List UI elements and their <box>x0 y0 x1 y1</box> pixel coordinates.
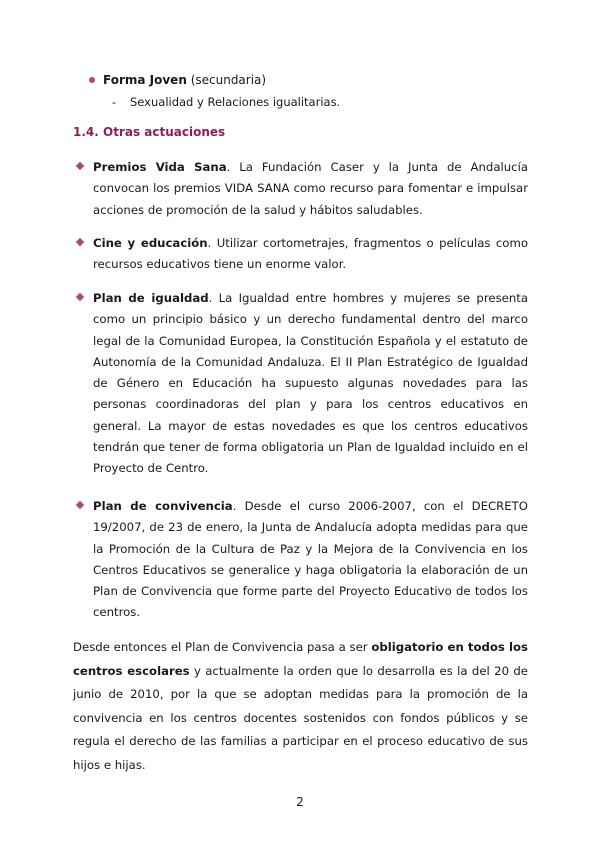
list-item-forma-joven <box>89 71 266 89</box>
item-paragraph <box>93 496 528 624</box>
list-item-plan-igualdad <box>73 288 528 480</box>
sub-list-item <box>112 93 340 111</box>
item-detail: (secundaria) <box>186 73 267 87</box>
sub-item-text: Sexualidad y Relaciones igualitarias. <box>130 95 341 109</box>
page-number: 2 <box>296 795 304 809</box>
list-item-premios-vida-sana <box>73 157 528 221</box>
item-paragraph <box>93 288 528 480</box>
list-item-plan-convivencia <box>73 496 528 624</box>
item-title: Cine y educación <box>93 236 208 250</box>
item-title: Premios Vida Sana <box>93 160 227 174</box>
item-paragraph <box>93 233 528 276</box>
dash-bullet: - <box>112 95 117 109</box>
item-title: Plan de convivencia <box>93 499 233 513</box>
item-title: Plan de igualdad <box>93 291 209 305</box>
item-body: . Desde el curso 2006-2007, con el DECRETO 19/2007, de 23 de enero, la Junta de Andalucía adopta medidas para que la Promoción de la Cultura de Paz y la Mejora de la Convivencia en los Centros Educativos se generalice y haga obligatoria la elaboración de un Plan de Convivencia que forme parte del Proyecto Educativo de todos los centros. <box>93 499 528 620</box>
item-body: . La Igualdad entre hombres y mujeres se presenta como un principio básico y un derecho fundamental dentro del marco legal de la Comunidad Europea, la Constitución Española y el estatuto de Autonomía de la Comunidad Andaluza. El II Plan Estratégico de Igualdad de Género en Educación ha supuesto algunas novedades para las personas coordinadoras del plan y para los centros educativos en general. La mayor de estas novedades es que los centros educativos tendrán que tener de forma obligatoria un Plan de Igualdad incluido en el Proyecto de Centro. <box>93 291 528 476</box>
diamond-bullet-icon <box>76 501 84 509</box>
diamond-bullet-icon <box>76 293 84 301</box>
closing-emphasis: obligatorio en todos los centros escolares <box>73 640 528 678</box>
closing-text-end: y actualmente la orden que lo desarrolla es la del 20 de junio de 2010, por la que se adoptan medidas para la promoción de la convivencia en los centros docentes sostenidos con fondos públicos y se regula el derecho de las familias a participar en el proceso educativo de sus hijos e hijas. <box>73 663 528 772</box>
closing-paragraph <box>73 636 528 777</box>
diamond-bullet-icon <box>76 162 84 170</box>
diamond-bullet-icon <box>76 238 84 246</box>
item-body: . La Fundación Caser y la Junta de Andalucía convocan los premios VIDA SANA como recurso para fomentar e impulsar acciones de promoción de la salud y hábitos saludables. <box>93 160 528 217</box>
list-item-cine-educacion <box>73 233 528 276</box>
item-body: . Utilizar cortometrajes, fragmentos o películas como recursos educativos tiene un enorme valor. <box>93 236 528 272</box>
item-title: Forma Joven <box>103 73 187 87</box>
circle-bullet-icon <box>89 77 95 83</box>
item-paragraph <box>93 157 528 221</box>
closing-text-start: Desde entonces el Plan de Convivencia pasa a ser <box>73 640 372 654</box>
section-heading: 1.4. Otras actuaciones <box>73 125 226 139</box>
